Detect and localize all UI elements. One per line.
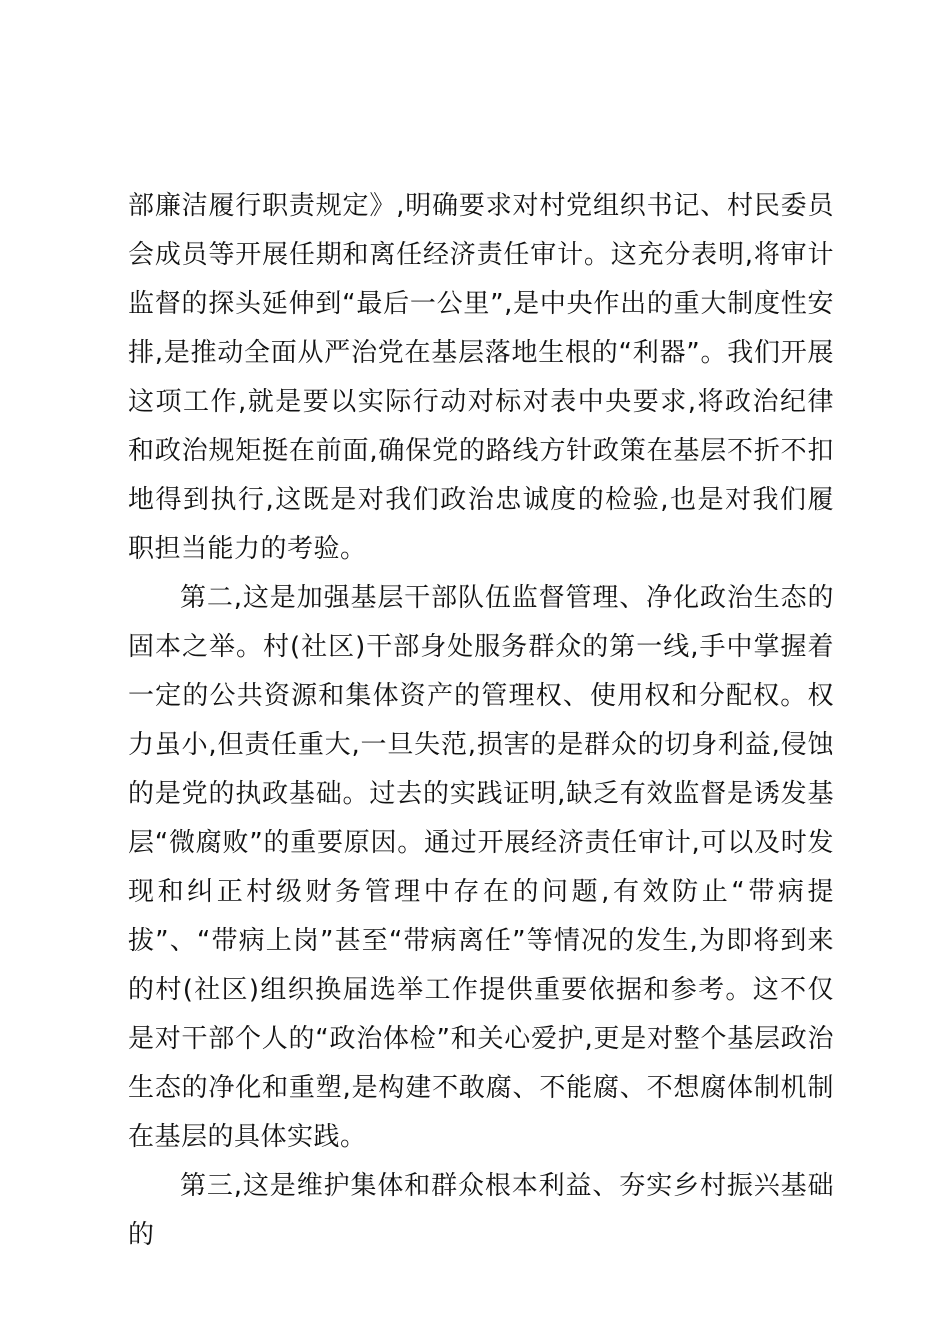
paragraph-third-point: 第三,这是维护集体和群众根本利益、夯实乡村振兴基础的: [128, 1171, 834, 1250]
body-text: [128, 182, 834, 1260]
paragraph-second-point: 第二,这是加强基层干部队伍监督管理、净化政治生态的固本之举。村(社区)干部身处服务群众的第一线,手中掌握着一定的公共资源和集体资产的管理权、使用权和分配权。权力虽小,但责任重大,一旦失范,损害的是群众的切身利益,侵蚀的是党的执政基础。过去的实践证明,缺乏有效监督是诱发基层“微腐败”的重要原因。通过开展经济责任审计,可以及时发现和纠正村级财务管理中存在的问题,有效防止“带病提拔”、“带病上岗”甚至“带病离任”等情况的发生,为即将到来的村(社区)组织换届选举工作提供重要依据和参考。这不仅是对干部个人的“政治体检”和关心爱护,更是对整个基层政治生态的净化和重塑,是构建不敢腐、不能腐、不想腐体制机制在基层的具体实践。: [128, 583, 834, 1152]
paragraph-continuation: 部廉洁履行职责规定》,明确要求对村党组织书记、村民委员会成员等开展任期和离任经济责任审计。这充分表明,将审计监督的探头延伸到“最后一公里”,是中央作出的重大制度性安排,是推动全面从严治党在基层落地生根的“利器”。我们开展这项工作,就是要以实际行动对标对表中央要求,将政治纪律和政治规矩挺在前面,确保党的路线方针政策在基层不折不扣地得到执行,这既是对我们政治忠诚度的检验,也是对我们履职担当能力的考验。: [128, 191, 834, 564]
